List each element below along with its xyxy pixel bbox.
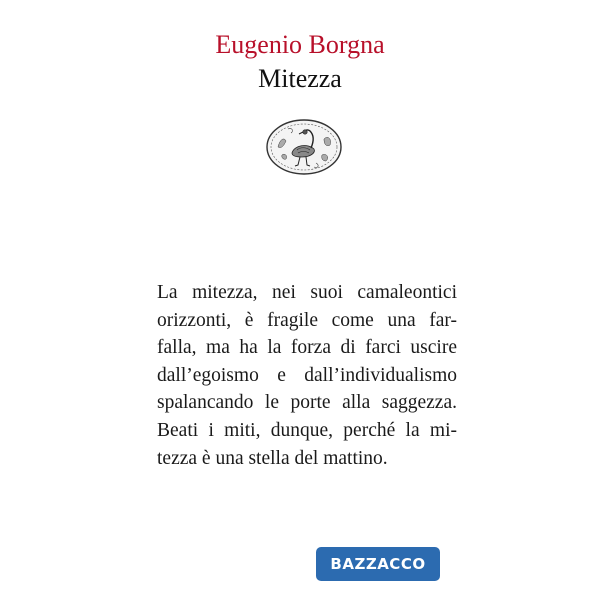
blurb-text [157, 279, 457, 472]
blurb-line: tezza è una stella del mattino. [157, 447, 388, 469]
ostrich-seal-icon [264, 117, 344, 177]
book-cover [125, 0, 475, 600]
blurb-line: spalancando le porte alla saggezza. [157, 392, 457, 414]
blurb-line: dall’egoismo e dall’individualismo [157, 364, 457, 386]
author-name: Eugenio Borgna [215, 30, 385, 59]
book-title: Mitezza [258, 64, 342, 93]
blurb-line: orizzonti, è fragile come una far- [157, 309, 457, 331]
blurb-line: Beati i miti, dunque, perché la mi- [157, 419, 457, 441]
blurb-line: falla, ma ha la forza di farci uscire [157, 337, 457, 359]
blurb-line: La mitezza, nei suoi camaleontici [157, 282, 457, 303]
bazzacco-badge[interactable]: BAZZACCO [316, 547, 440, 581]
